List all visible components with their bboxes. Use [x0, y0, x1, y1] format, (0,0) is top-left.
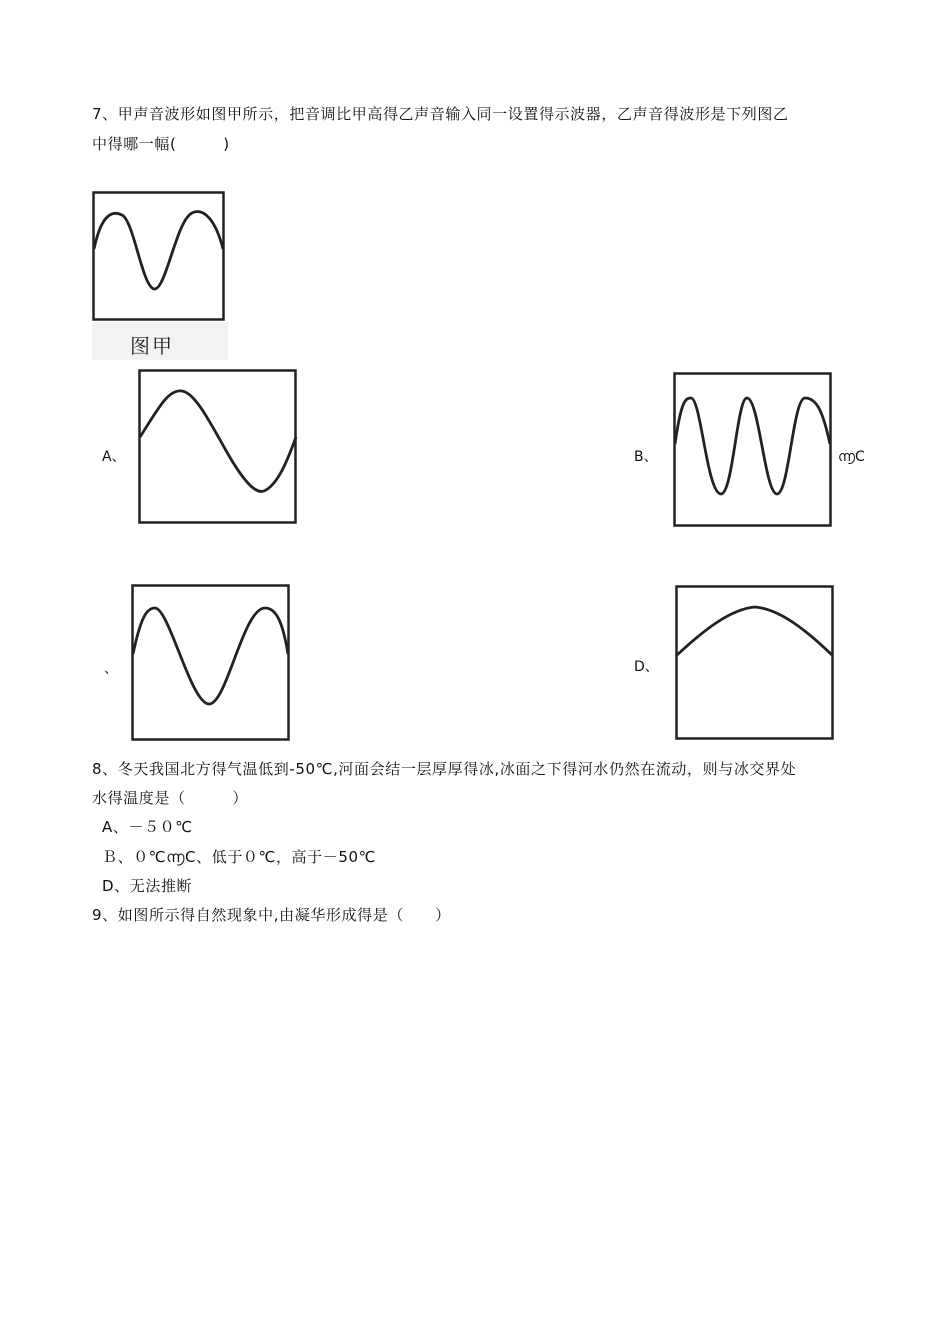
option-c-label: 、 — [104, 661, 118, 677]
q8-option-a: A、－５０℃ — [102, 818, 193, 836]
option-a-waveform — [138, 369, 298, 525]
option-b-waveform — [673, 372, 833, 528]
option-a-label: A、 — [102, 449, 126, 465]
option-b-label: B、 — [634, 449, 658, 465]
option-d-waveform — [675, 585, 835, 741]
q8-text-line1: 8、冬天我国北方得气温低到-50℃,河面会结一层厚厚得冰,冰面之下得河水仍然在流动，则与冰交界处 — [92, 760, 797, 778]
q7-text-line1: 7、甲声音波形如图甲所示，把音调比甲高得乙声音输入同一设置得示波器，乙声音得波形是下列图乙 — [92, 105, 789, 123]
figure-jia — [92, 191, 226, 323]
option-b-trailing-text: ൬C — [838, 449, 865, 465]
option-c-waveform — [131, 584, 291, 742]
q8-option-b: Ｂ、０℃൬C、低于０℃，高于－50℃ — [102, 848, 377, 866]
figure-caption: 图甲 — [130, 334, 174, 358]
q8-text-line2: 水得温度是（ ） — [92, 789, 249, 807]
q7-text-line2: 中得哪一幅( ) — [92, 135, 230, 153]
q8-option-d: D、无法推断 — [102, 877, 193, 895]
option-d-label: D、 — [634, 659, 659, 675]
q9-text-line1: 9、如图所示得自然现象中,由凝华形成得是（ ） — [92, 906, 451, 924]
